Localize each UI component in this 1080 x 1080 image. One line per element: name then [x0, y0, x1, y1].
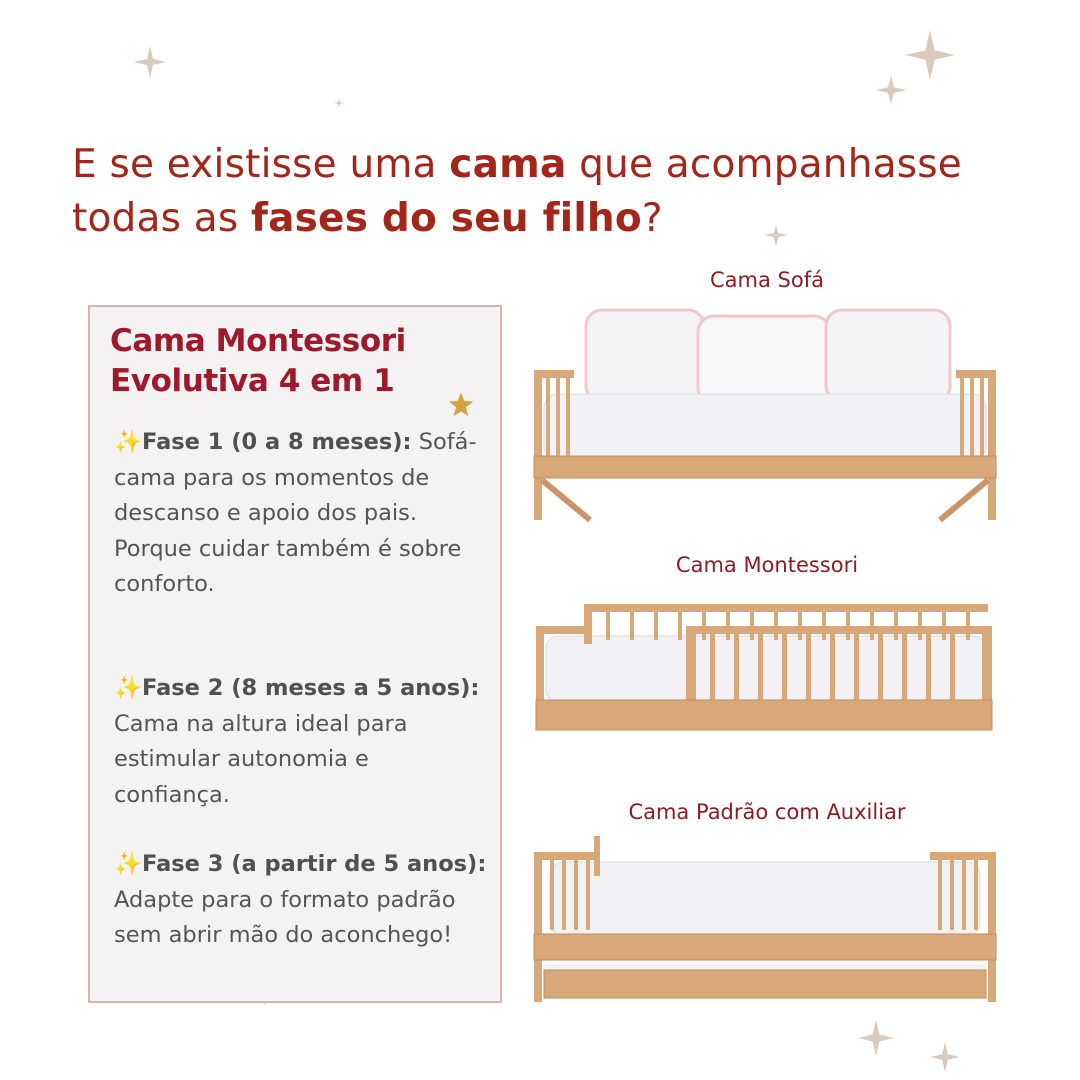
phase-heading: Fase 1 (0 a 8 meses):	[142, 429, 412, 455]
standard-bed-image	[530, 832, 1000, 1010]
phase-heading: Fase 2 (8 meses a 5 anos):	[142, 675, 480, 701]
sparkle-icon	[876, 75, 906, 105]
headline-emphasis: cama	[449, 142, 567, 187]
sparkle-icon	[905, 30, 955, 80]
phase-text: Sofá-cama para os momentos de descanso e apoio dos pais. Porque cuidar também é sobre conforto.	[114, 429, 477, 597]
sparkles-icon: ✨	[114, 851, 143, 877]
label-cama-montessori: Cama Montessori	[675, 553, 859, 577]
headline-text: ?	[641, 196, 663, 241]
page-headline	[72, 138, 1032, 246]
headline-text: que acompanhasse	[566, 142, 962, 187]
label-cama-padrao: Cama Padrão com Auxiliar	[628, 800, 906, 824]
box-title: Cama Montessori Evolutiva 4 em 1	[110, 323, 406, 399]
sofa-bed-image	[530, 300, 1000, 530]
phase-text: Cama na altura ideal para estimular autonomia e confiança.	[114, 710, 408, 808]
sparkle-icon	[858, 1020, 894, 1056]
headline-line-2	[72, 192, 1032, 246]
headline-text: E se existisse uma	[72, 142, 450, 187]
montessori-bed-image	[530, 600, 1000, 740]
info-box	[88, 305, 502, 1003]
phase-1	[114, 425, 489, 603]
sparkles-icon: ✨	[114, 675, 143, 701]
sparkle-icon	[334, 98, 344, 108]
sparkles-icon: ✨	[114, 429, 143, 455]
phase-2	[114, 671, 489, 813]
headline-text: todas as	[72, 196, 251, 241]
sparkle-icon	[930, 1042, 960, 1072]
phase-text: Adapte para o formato padrão sem abrir mão do aconchego!	[114, 886, 456, 948]
phase-3	[114, 847, 489, 954]
headline-line-1	[72, 138, 1032, 192]
headline-emphasis: fases do seu filho	[250, 196, 642, 241]
label-cama-sofa: Cama Sofá	[710, 268, 824, 292]
phase-heading: Fase 3 (a partir de 5 anos):	[142, 851, 487, 877]
gold-star-icon	[448, 391, 474, 417]
sparkle-icon	[134, 46, 166, 78]
